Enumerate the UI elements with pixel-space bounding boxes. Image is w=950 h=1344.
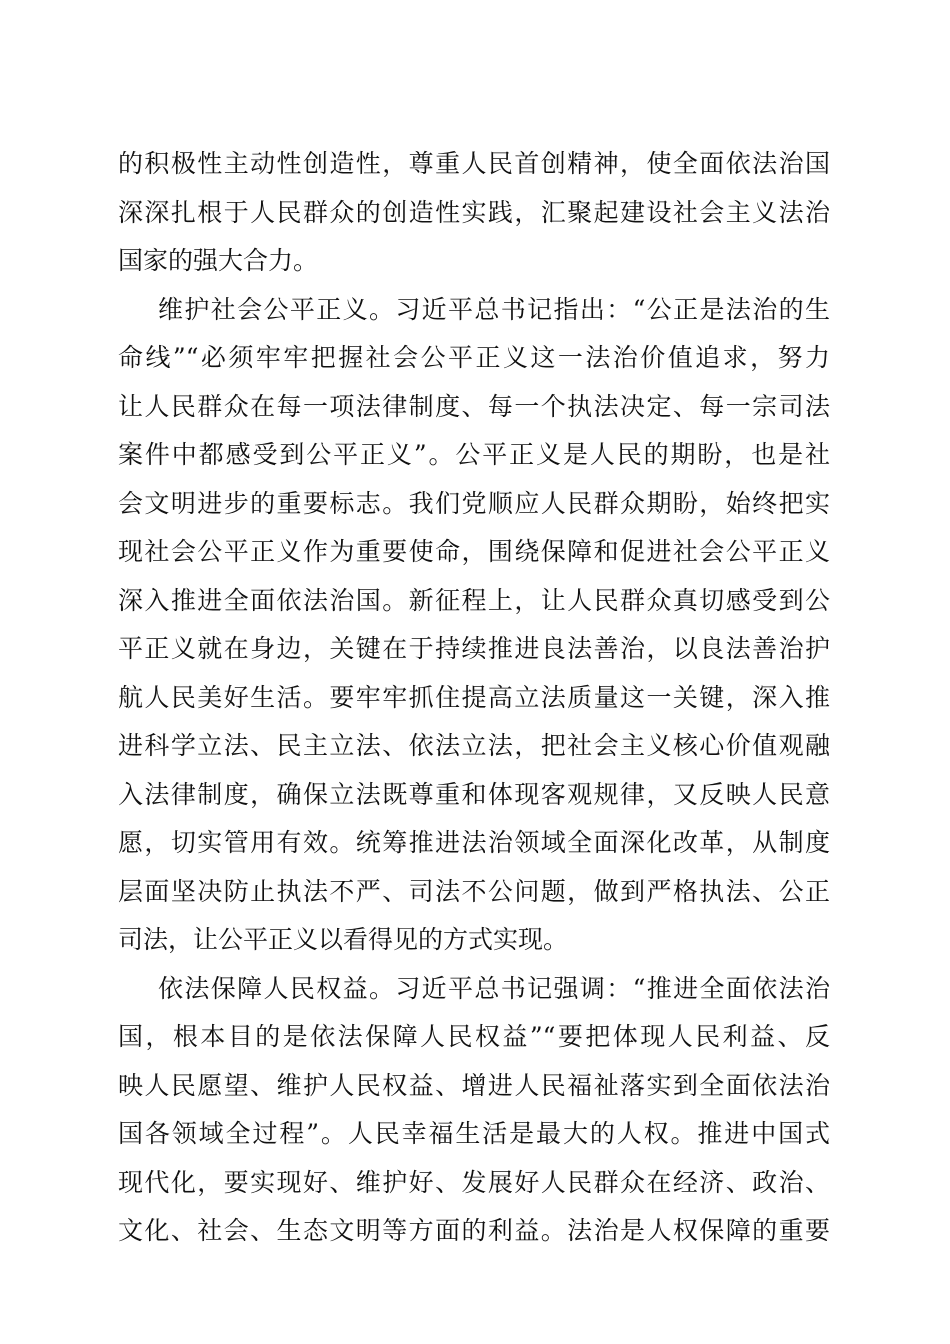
paragraph-1 bbox=[118, 140, 830, 286]
text-line: 会文明进步的重要标志。我们党顺应人民群众期盼，始终把实 bbox=[118, 488, 830, 518]
text-line: 文化、社会、生态文明等方面的利益。法治是人权保障的重要 bbox=[118, 1216, 830, 1245]
text-line: 现社会公平正义作为重要使命，围绕保障和促进社会公平正义 bbox=[118, 537, 830, 566]
text-line: 国家的强大合力。 bbox=[118, 246, 319, 275]
text-line: 航人民美好生活。要牢牢抓住提高立法质量这一关键，深入推 bbox=[118, 682, 830, 712]
text-line: 让人民群众在每一项法律制度、每一个执法决定、每一宗司法 bbox=[118, 391, 830, 421]
paragraph-2 bbox=[118, 286, 830, 965]
text-line: 平正义就在身边，关键在于持续推进良法善治，以良法善治护 bbox=[118, 634, 830, 663]
paragraph-3 bbox=[118, 965, 830, 1256]
text-line: 国，根本目的是依法保障人民权益”“要把体现人民利益、反 bbox=[118, 1022, 830, 1051]
document-body bbox=[118, 140, 830, 1256]
text-line: 映人民愿望、维护人民权益、增进人民福祉落实到全面依法治 bbox=[118, 1070, 830, 1100]
text-line: 现代化，要实现好、维护好、发展好人民群众在经济、政治、 bbox=[118, 1167, 830, 1197]
text-line: 命线”“必须牢牢把握社会公平正义这一法治价值追求，努力 bbox=[118, 343, 830, 372]
text-line: 案件中都感受到公平正义”。公平正义是人民的期盼，也是社 bbox=[118, 440, 830, 469]
text-line: 进科学立法、民主立法、依法立法，把社会主义核心价值观融 bbox=[118, 731, 830, 760]
text-line: 层面坚决防止执法不严、司法不公问题，做到严格执法、公正 bbox=[118, 876, 830, 906]
text-line: 深入推进全面依法治国。新征程上，让人民群众真切感受到公 bbox=[118, 585, 830, 615]
text-line: 司法，让公平正义以看得见的方式实现。 bbox=[118, 925, 569, 954]
text-line: 国各领域全过程”。人民幸福生活是最大的人权。推进中国式 bbox=[118, 1119, 830, 1148]
text-line: 依法保障人民权益。习近平总书记强调：“推进全面依法治 bbox=[158, 973, 830, 1003]
text-line: 愿，切实管用有效。统筹推进法治领域全面深化改革，从制度 bbox=[118, 828, 830, 857]
text-line: 维护社会公平正义。习近平总书记指出：“公正是法治的生 bbox=[158, 294, 830, 324]
text-line: 深深扎根于人民群众的创造性实践，汇聚起建设社会主义法治 bbox=[118, 197, 830, 227]
text-line: 入法律制度，确保立法既尊重和体现客观规律，又反映人民意 bbox=[118, 779, 830, 809]
text-line: 的积极性主动性创造性，尊重人民首创精神，使全面依法治国 bbox=[118, 149, 830, 178]
